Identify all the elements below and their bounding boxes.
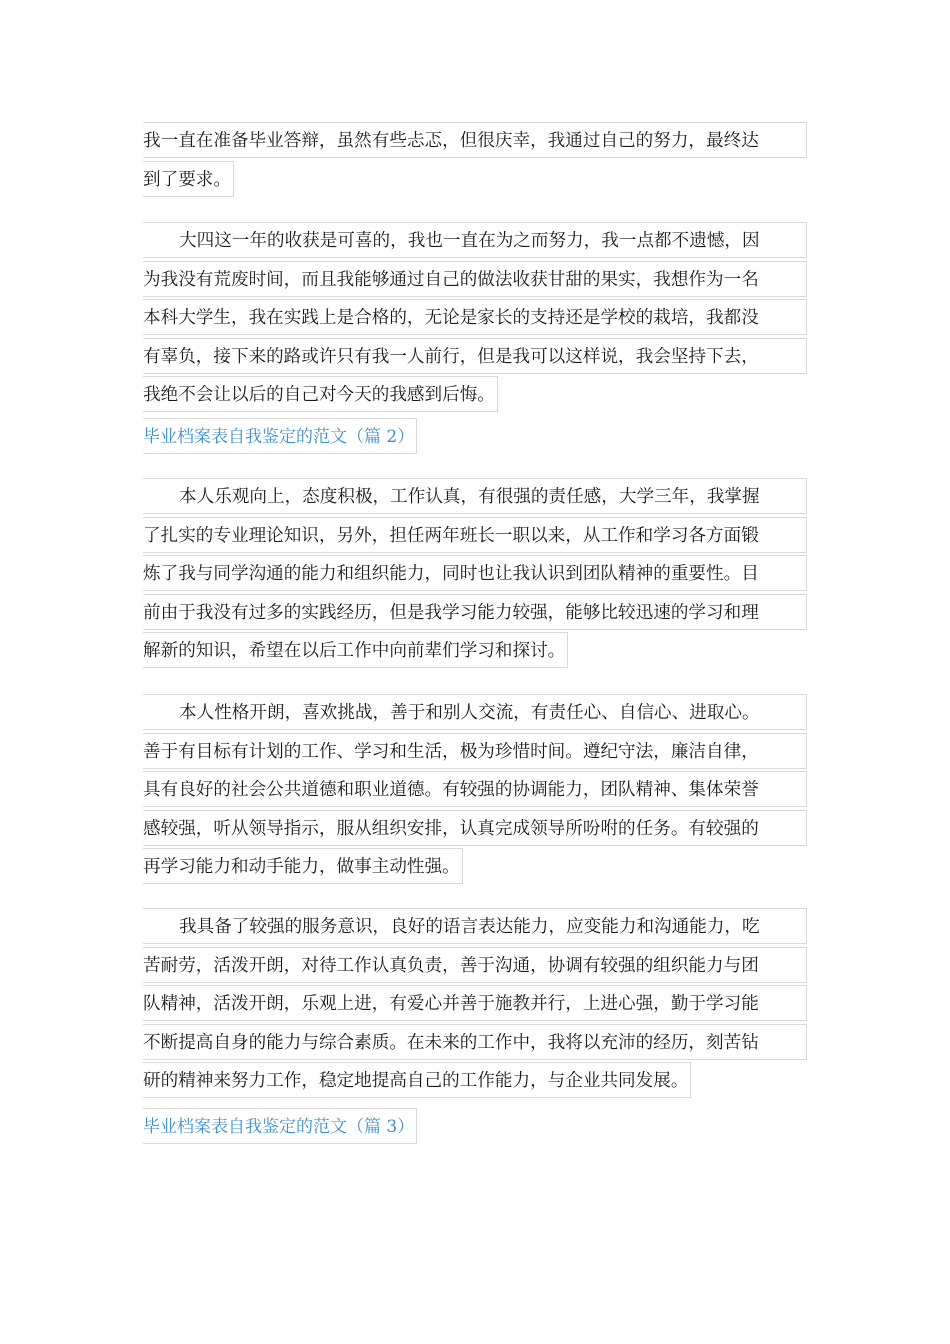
section-heading: [143, 418, 807, 457]
text-line: [143, 810, 807, 849]
text-line: [143, 299, 807, 338]
text-line: [143, 261, 807, 300]
line-text: 再学习能力和动手能力，做事主动性强。: [143, 848, 463, 884]
text-line: [143, 161, 807, 200]
line-text: 苦耐劳，活泼开朗，对待工作认真负责，善于沟通，协调有较强的组织能力与团: [143, 947, 807, 983]
line-text: 具有良好的社会公共道德和职业道德。有较强的协调能力，团队精神、集体荣誉: [143, 771, 807, 807]
paragraph: [143, 908, 807, 1101]
line-text: 本科大学生，我在实践上是合格的，无论是家长的支持还是学校的栽培，我都没: [143, 299, 807, 335]
paragraph: [143, 694, 807, 887]
line-text: 本人性格开朗，喜欢挑战，善于和别人交流，有责任心、自信心、进取心。: [143, 694, 807, 730]
heading-line: [143, 418, 807, 457]
paragraph: [143, 478, 807, 671]
text-line: [143, 555, 807, 594]
line-text: 前由于我没有过多的实践经历，但是我学习能力较强，能够比较迅速的学习和理: [143, 594, 807, 630]
text-line: [143, 908, 807, 947]
line-text: 不断提高自身的能力与综合素质。在未来的工作中，我将以充沛的经历，刻苦钻: [143, 1024, 807, 1060]
line-text: 善于有目标有计划的工作、学习和生活，极为珍惜时间。遵纪守法，廉洁自律，: [143, 733, 807, 769]
line-text: 到了要求。: [143, 161, 234, 197]
text-line: [143, 848, 807, 887]
text-line: [143, 517, 807, 556]
text-line: [143, 122, 807, 161]
section-heading: [143, 1108, 807, 1147]
paragraph: [143, 122, 807, 199]
line-text: 炼了我与同学沟通的能力和组织能力，同时也让我认识到团队精神的重要性。目: [143, 555, 807, 591]
text-line: [143, 771, 807, 810]
text-line: [143, 338, 807, 377]
heading-line: [143, 1108, 807, 1147]
text-line: [143, 594, 807, 633]
heading-text: 毕业档案表自我鉴定的范文（篇 3）: [143, 1108, 417, 1144]
heading-text: 毕业档案表自我鉴定的范文（篇 2）: [143, 418, 417, 454]
line-text: 本人乐观向上，态度积极，工作认真，有很强的责任感，大学三年，我掌握: [143, 478, 807, 514]
line-text: 我具备了较强的服务意识，良好的语言表达能力，应变能力和沟通能力，吃: [143, 908, 807, 944]
text-line: [143, 694, 807, 733]
line-text: 我绝不会让以后的自己对今天的我感到后悔。: [143, 376, 498, 412]
line-text: 了扎实的专业理论知识，另外，担任两年班长一职以来，从工作和学习各方面锻: [143, 517, 807, 553]
line-text: 队精神，活泼开朗，乐观上进，有爱心并善于施教并行，上进心强，勤于学习能: [143, 985, 807, 1021]
text-line: [143, 733, 807, 772]
text-line: [143, 985, 807, 1024]
text-line: [143, 222, 807, 261]
line-text: 为我没有荒废时间，而且我能够通过自己的做法收获甘甜的果实，我想作为一名: [143, 261, 807, 297]
line-text: 感较强，听从领导指示，服从组织安排，认真完成领导所吩咐的任务。有较强的: [143, 810, 807, 846]
text-line: [143, 376, 807, 415]
text-line: [143, 1062, 807, 1101]
text-line: [143, 478, 807, 517]
text-line: [143, 947, 807, 986]
line-text: 研的精神来努力工作，稳定地提高自己的工作能力，与企业共同发展。: [143, 1062, 691, 1098]
text-line: [143, 1024, 807, 1063]
line-text: 大四这一年的收获是可喜的，我也一直在为之而努力，我一点都不遗憾，因: [143, 222, 807, 258]
line-text: 有辜负，接下来的路或许只有我一人前行，但是我可以这样说，我会坚持下去，: [143, 338, 807, 374]
line-text: 我一直在准备毕业答辩，虽然有些忐忑，但很庆幸，我通过自己的努力，最终达: [143, 122, 807, 158]
text-line: [143, 632, 807, 671]
line-text: 解新的知识，希望在以后工作中向前辈们学习和探讨。: [143, 632, 568, 668]
paragraph: [143, 222, 807, 415]
